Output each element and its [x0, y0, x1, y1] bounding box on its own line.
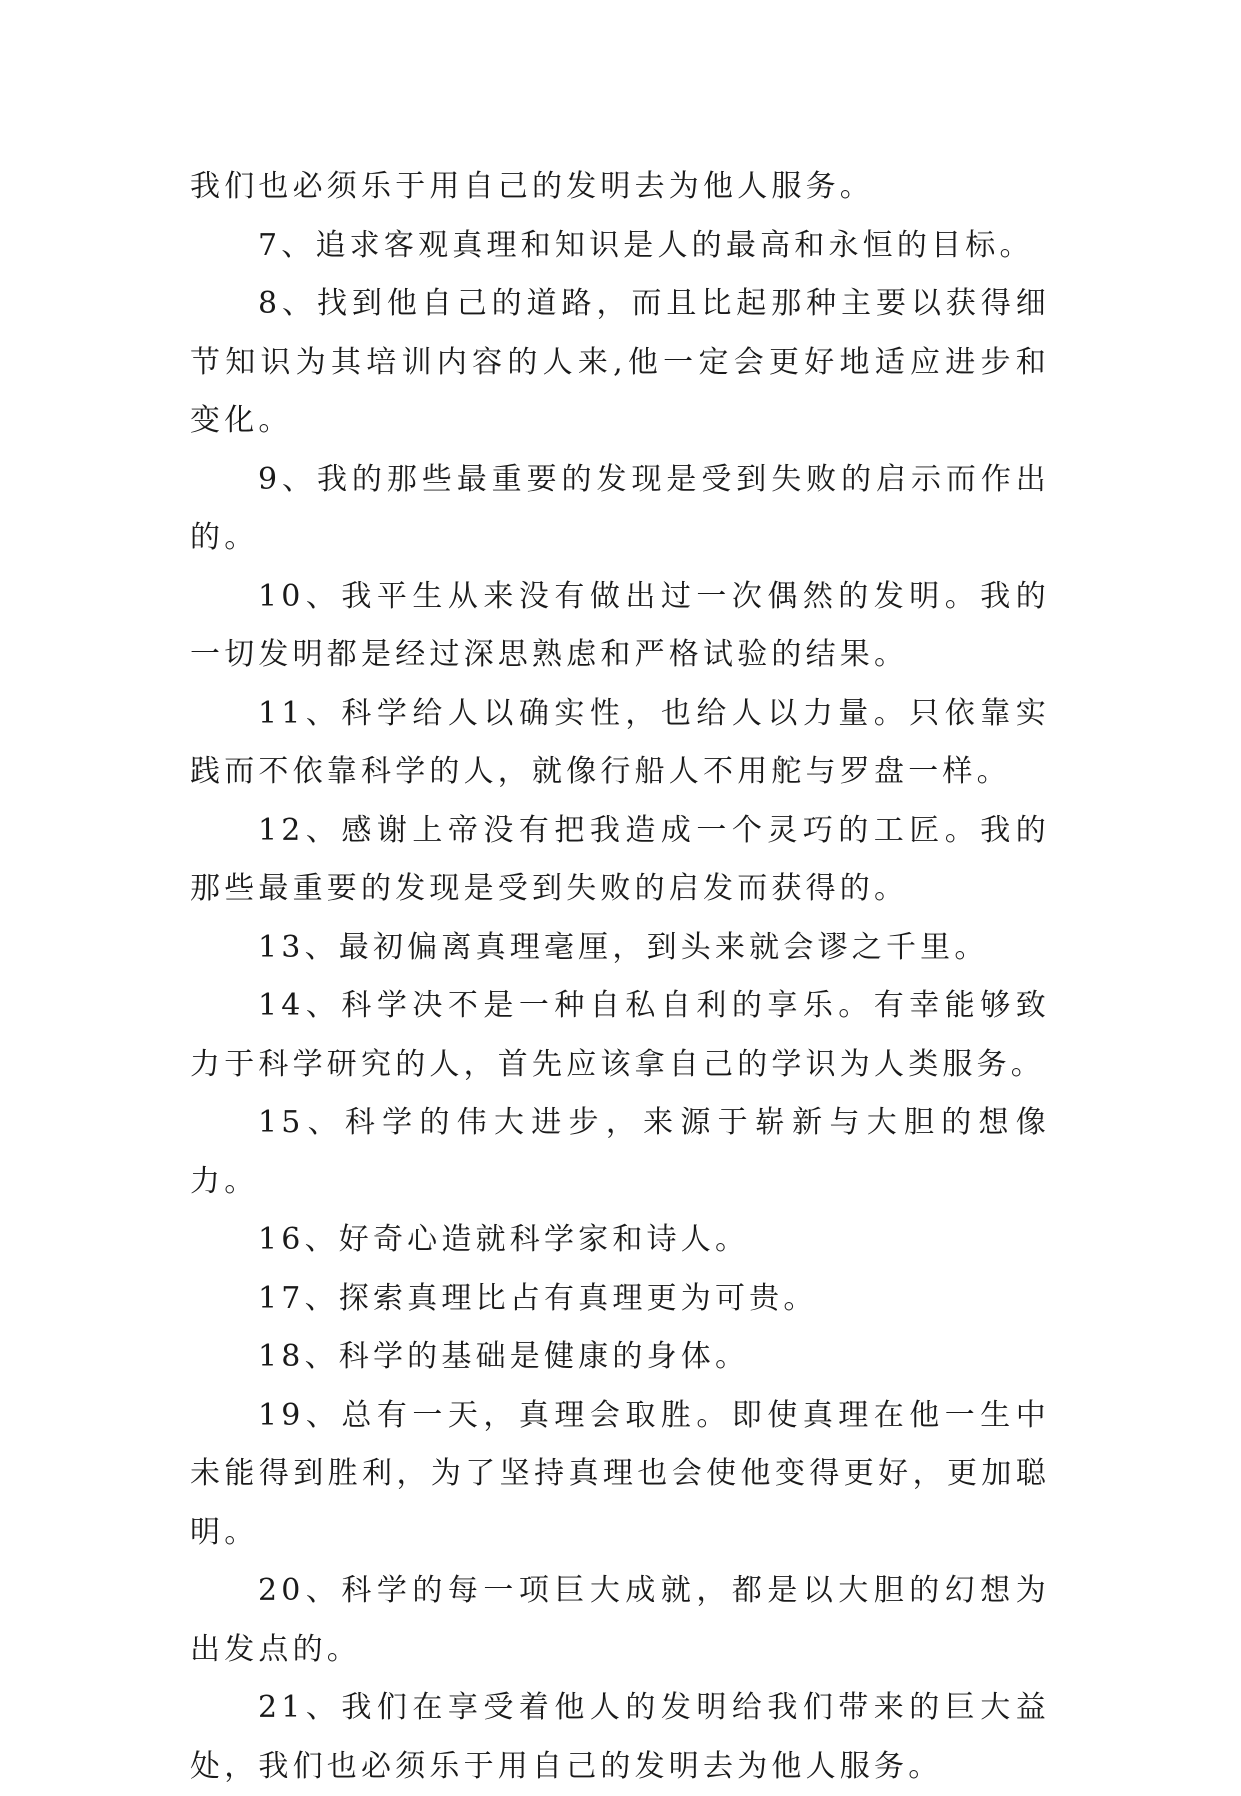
paragraph-continuation: 我们也必须乐于用自己的发明去为他人服务。: [190, 169, 874, 204]
quote-paragraph-18: 18、科学的基础是健康的身体。: [258, 1339, 750, 1374]
quote-paragraph-7: 7、追求客观真理和知识是人的最高和永恒的目标。: [258, 227, 1034, 263]
quote-paragraph-21: 21、我们在享受着他人的发明给我们带来的巨大益处，我们也必须乐于用自己的发明去为他人服务。: [190, 1690, 1050, 1784]
quote-paragraph-9: 9、我的那些最重要的发现是受到失败的启示而作出的。: [190, 461, 1050, 555]
quote-paragraph-14: 14、科学决不是一种自私自利的享乐。有幸能够致力于科学研究的人，首先应该拿自己的学识为人类服务。: [190, 988, 1050, 1082]
quote-paragraph-15: 15、科学的伟大进步，来源于崭新与大胆的想像力。: [190, 1105, 1050, 1199]
quote-paragraph-17: 17、探索真理比占有真理更为可贵。: [258, 1280, 818, 1316]
quote-paragraph-12: 12、感谢上帝没有把我造成一个灵巧的工匠。我的那些最重要的发现是受到失败的启发而获得的。: [190, 812, 1050, 906]
quote-paragraph-20: 20、科学的每一项巨大成就，都是以大胆的幻想为出发点的。: [190, 1573, 1050, 1667]
quote-paragraph-11: 11、科学给人以确实性，也给人以力量。只依靠实践而不依靠科学的人，就像行船人不用舵与罗盘一样。: [190, 695, 1050, 789]
quote-paragraph-13: 13、最初偏离真理毫厘，到头来就会谬之千里。: [258, 929, 989, 965]
quote-paragraph-8: 8、找到他自己的道路，而且比起那种主要以获得细节知识为其培训内容的人来,他一定会更好地适应进步和变化。: [190, 286, 1050, 438]
quote-paragraph-19: 19、总有一天，真理会取胜。即使真理在他一生中未能得到胜利，为了坚持真理也会使他变得更好，更加聪明。: [190, 1397, 1050, 1550]
quote-paragraph-16: 16、好奇心造就科学家和诗人。: [258, 1222, 750, 1257]
quote-paragraph-10: 10、我平生从来没有做出过一次偶然的发明。我的一切发明都是经过深思熟虑和严格试验的结果。: [190, 578, 1050, 672]
document-body: [190, 158, 1050, 1796]
